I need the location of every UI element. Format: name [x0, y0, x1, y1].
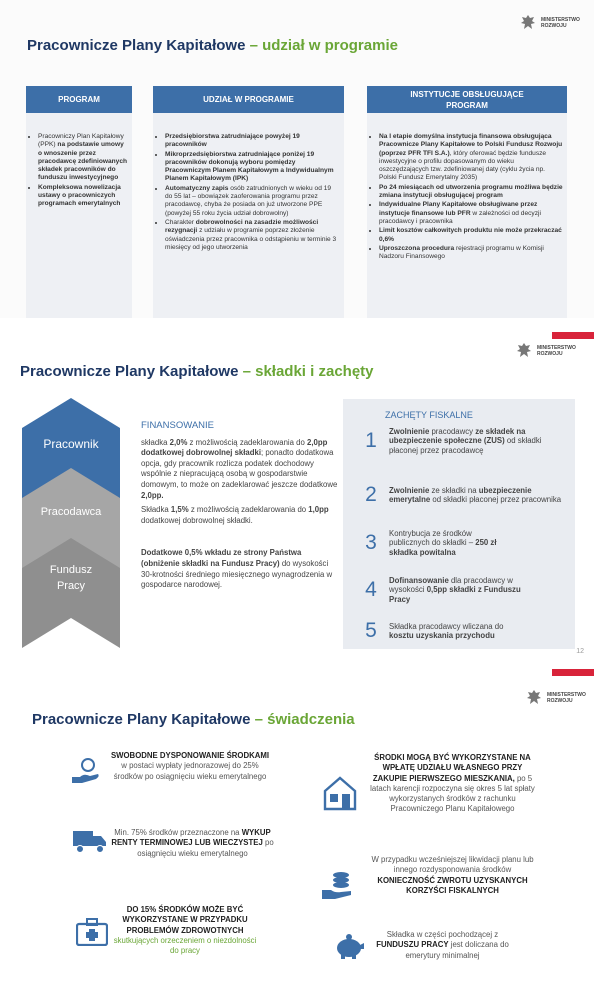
chevron-stack — [22, 398, 120, 648]
page-title: Pracownicze Plany Kapitałowe – składki i zachęty — [20, 363, 374, 380]
hand-coin-icon — [70, 757, 102, 785]
financing-section — [141, 421, 341, 595]
page-number: 12 — [576, 648, 584, 655]
list-item: • Limit kosztów całkowitych produktu nie może przekraczać 0,6% — [379, 227, 563, 244]
list-item: • Pracowniczy Plan Kapitałowy (PPK) na podstawie umowy o wnoszenie przez pracodawcę zdefiniowanych składek pracowników do funduszu inwestycyjnego — [38, 133, 128, 183]
benefit-minimum-pension: Składka w części pochodzącej z FUNDUSZU PRACY jest doliczana do emerytury minimalnej — [376, 930, 509, 960]
coins-hand-icon — [321, 870, 355, 900]
fiscal-item: 5 Składka pracodawcy wliczana do kosztu uzyskania przychodu — [365, 619, 504, 642]
fiscal-item: 4 Dofinansowanie dla pracodawcy w wysokości 0,5pp składki z Funduszu Pracy — [365, 576, 521, 604]
slide-benefits — [0, 665, 594, 1001]
financing-employee: składka 2,0% z możliwością zadeklarowania do 2,0pp dodatkowej dobrowolnej składki; ponadto dodatkowa opcja, gdy pracownik rozlicza podatek dochodowy wspólnie z niepracującą osobą w gospodarstwie domowym, to może on zadeklarować jeszcze dodatkowe 2,0pp. — [141, 437, 338, 500]
slide-contributions — [0, 322, 594, 660]
ministry-logo — [516, 342, 577, 360]
column-program — [26, 113, 132, 318]
slide-participation — [0, 0, 594, 318]
ministry-name: MINISTERSTWO ROZWOJU — [537, 345, 576, 357]
eagle-emblem-icon — [520, 14, 536, 32]
chevron-label: Pracodawca — [40, 506, 102, 518]
list-item: • Kompleksowa nowelizacja ustawy o pracowniczych programach emerytalnych — [38, 184, 128, 209]
eagle-emblem-icon — [526, 689, 542, 707]
chevron-label: Fundusz Pracy — [49, 564, 93, 592]
ministry-name: MINISTERSTWO ROZWOJU — [541, 17, 580, 29]
list-item: • Indywidualne Plany Kapitałowe obsługiwane przez instytucje finansowe lub PFR w zależności od decyzji pracodawcy i pracownika — [379, 201, 563, 226]
fiscal-header: ZACHĘTY FISKALNE — [385, 410, 473, 420]
piggy-bank-icon — [333, 933, 365, 961]
list-item: • Po 24 miesiącach od utworzenia programu możliwa będzie zmiana instytucji obsługującej program — [379, 184, 563, 201]
list-item: • Charakter dobrowolności na zasadzie możliwości rezygnacji z udziału w programie poprzez złożenie oświadczenia przez pracownika o odstąpieniu w terminie 3 miesięcy od jego utworzenia — [165, 219, 340, 252]
truck-icon — [72, 828, 108, 854]
fiscal-item: 1 Zwolnienie pracodawcy ze składek na ubezpieczenie społeczne (ZUS) od składki płaconej przez pracodawcę — [365, 427, 542, 455]
page-title: Pracownicze Plany Kapitałowe – udział w programie — [27, 37, 398, 54]
eagle-emblem-icon — [516, 342, 532, 360]
chevron-label: Pracownik — [43, 437, 99, 451]
column-header-institutions: INSTYTUCJE OBSŁUGUJĄCE PROGRAM — [367, 86, 567, 113]
column-header-program: PROGRAM — [26, 86, 132, 113]
column-participation — [153, 113, 344, 318]
list-item: • Mikroprzedsiębiorstwa zatrudniające poniżej 19 pracowników dokonują wyboru pomiędzy Pracowniczym Planem Kapitałowym a Indywidualnym Planem Kapitałowym (IPK) — [165, 151, 340, 184]
benefit-health: DO 15% ŚRODKÓW MOŻE BYĆ WYKORZYSTANE W PRZYPADKU PROBLEMÓW ZDROWOTNYCH skutkujących orzeczeniem o niezdolności do pracy — [113, 905, 257, 956]
benefit-lump-sum: SWOBODNE DYSPONOWANIE ŚRODKAMI w postaci wypłaty jednorazowej do 25% środków po osiągnięciu wieku emerytalnego — [110, 751, 270, 781]
ministry-logo — [520, 14, 581, 32]
medical-kit-icon — [76, 918, 108, 946]
list-item: • Uproszczona procedura rejestracji programu w Komisji Nadzoru Finansowego — [379, 245, 563, 262]
ministry-logo — [526, 689, 587, 707]
column-header-participation: UDZIAŁ W PROGRAMIE — [153, 86, 344, 113]
list-item: • Na I etapie domyślna instytucja finansowa obsługująca Pracownicze Plany Kapitałowe to Polski Fundusz Rozwoju (poprzez PFR TFI S.A.), który oferować będzie fundusze inwestycyjne o profilu dopasowanym do wieku oszczędzających tzw. zdefiniowanej daty (cyklu życia np. Polski Fundusz Emerytalny 2035) — [379, 133, 563, 183]
house-icon — [323, 775, 357, 811]
column-institutions — [367, 113, 567, 318]
fiscal-incentives-panel — [343, 399, 575, 649]
financing-labour-fund: Dodatkowe 0,5% wkładu ze strony Państwa (obniżenie składki na Fundusz Pracy) do wysokości 30-krotności średniego miesięcznego wynagrodzenia w gospodarce narodowej. — [141, 548, 333, 590]
flag-stripe — [552, 669, 594, 676]
financing-employer: Składka 1,5% z możliwością zadeklarowania do 1,0pp dodatkowej dobrowolnej składki. — [141, 505, 329, 525]
financing-header: FINANSOWANIE — [141, 420, 215, 431]
flag-stripe — [552, 332, 594, 339]
ministry-name: MINISTERSTWO ROZWOJU — [547, 692, 586, 704]
list-item: • Automatyczny zapis osób zatrudnionych w wieku od 19 do 55 lat – obowiązek zaoferowania programu przez pracodawcę, chyba że posiada on już utworzone PPE (powyżej 55 roku życia udział dobrowolny) — [165, 185, 340, 218]
fiscal-item: 2 Zwolnienie ze składki na ubezpieczenie emerytalne od składki płaconej przez pracownika — [365, 483, 562, 506]
fiscal-item: 3 Kontrybucja ze środków publicznych do składki – 250 zł składka powitalna — [365, 529, 497, 557]
list-item: • Przedsiębiorstwa zatrudniające powyżej 19 pracowników — [165, 133, 340, 150]
page-title: Pracownicze Plany Kapitałowe – świadczenia — [32, 711, 355, 728]
benefit-refund: W przypadku wcześniejszej likwidacji planu lub innego rozdysponowania środków KONIECZNOŚĆ ZWROTU UZYSKANYCH KORZYŚCI FISKALNYCH — [371, 855, 534, 895]
benefit-housing: ŚRODKI MOGĄ BYĆ WYKORZYSTANE NA WPŁATĘ UDZIAŁU WŁASNEGO PRZY ZAKUPIE PIERWSZEGO MIESZKANIA, po 5 latach karencji rozpoczyna się okres 5 lat spłaty wykorzystanych środków z rachunku Pracowniczego Planu Kapitałowego — [370, 753, 535, 814]
benefit-annuity: Min. 75% środków przeznaczone na WYKUP RENTY TERMINOWEJ LUB WIECZYSTEJ po osiągnięciu wieku emerytalnego — [111, 828, 274, 858]
